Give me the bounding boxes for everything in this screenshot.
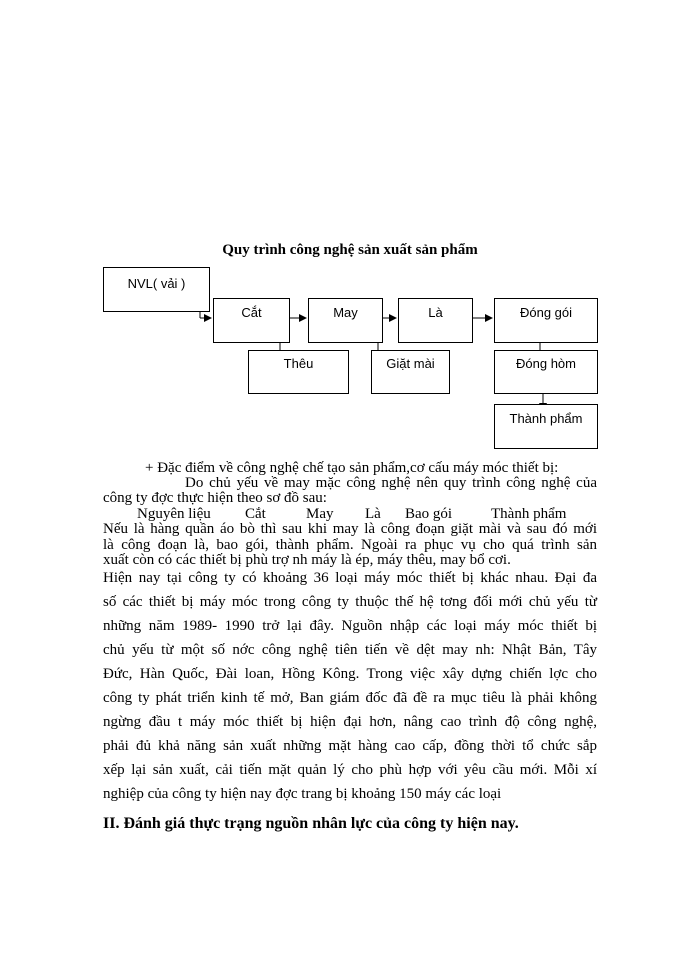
p1-line-1: Do chủ yếu về may mặc công nghệ nên quy trình công nghệ của bbox=[185, 475, 597, 491]
box-la-label: Là bbox=[428, 305, 443, 320]
p2-line-1: Nếu là hàng quần áo bò thì sau khi may là công đoạn giặt mài và sau đó mới bbox=[103, 521, 597, 537]
box-cat bbox=[213, 298, 290, 343]
p2-line-2: là công đoạn là, bao gói, thành phẩm. Ngoài ra phục vụ cho quá trình sản bbox=[103, 537, 597, 553]
box-may-label: May bbox=[333, 305, 358, 320]
seq-item: May bbox=[306, 506, 334, 522]
p3-line-1: Hiện nay tại công ty có khoảng 36 loại máy móc thiết bị khác nhau. Đại đa bbox=[103, 570, 597, 586]
box-theu bbox=[248, 350, 349, 394]
p3-line-7: ngừng đầu t máy móc thiết bị hiện đại hơn, nâng cao trình độ công nghệ, bbox=[103, 714, 597, 730]
box-cat-label: Cắt bbox=[241, 305, 262, 320]
p2-line-3: xuất còn có các thiết bị phù trợ nh máy là ép, máy thêu, may bổ cơi. bbox=[103, 552, 511, 568]
box-thanh-pham-label: Thành phẩm bbox=[509, 411, 583, 426]
p3-line-8: phải đủ khả năng sản xuất những mặt hàng cao cấp, đồng thời tổ chức sắp bbox=[103, 738, 597, 754]
box-nvl bbox=[103, 267, 210, 312]
box-may bbox=[308, 298, 383, 343]
p3-line-6: công ty phát triển kinh tế mở, Ban giám đốc đã đề ra mục tiêu là phải không bbox=[103, 690, 597, 706]
flowchart-title: Quy trình công nghệ sản xuất sản phẩm bbox=[222, 242, 478, 258]
box-dong-hom bbox=[494, 350, 598, 394]
box-la bbox=[398, 298, 473, 343]
p1-line-2: công ty đợc thực hiện theo sơ đồ sau: bbox=[103, 490, 327, 506]
p3-line-9: xếp lại sản xuất, cải tiến mặt quản lý cho phù hợp với yêu cầu mới. Mỗi xí bbox=[103, 762, 597, 778]
seq-item: Là bbox=[365, 506, 381, 522]
seq-item: Bao gói bbox=[405, 506, 453, 522]
box-theu-label: Thêu bbox=[283, 356, 314, 371]
box-nvl-label: NVL( vải ) bbox=[127, 276, 186, 291]
section-heading: II. Đánh giá thực trạng nguồn nhân lực của công ty hiện nay. bbox=[103, 815, 519, 832]
seq-item: Thành phẩm bbox=[491, 506, 567, 522]
p3-line-3: những năm 1989- 1990 trở lại đây. Nguồn nhập các loại máy móc thiết bị bbox=[103, 618, 597, 634]
box-giat-mai-label: Giặt mài bbox=[386, 356, 435, 371]
p3-line-4: chủ yếu từ một số nớc công nghệ tiên tiến về dệt may nh: Nhật Bản, Tây bbox=[103, 642, 597, 658]
p3-line-2: số các thiết bị máy móc trong công ty thuộc thế hệ tơng đối mới chủ yếu từ bbox=[103, 594, 597, 610]
box-dong-hom-label: Đóng hòm bbox=[516, 356, 576, 371]
box-dong-goi bbox=[494, 298, 598, 343]
seq-item: Nguyên liệu bbox=[137, 506, 211, 522]
box-thanh-pham bbox=[494, 404, 598, 449]
box-giat-mai bbox=[371, 350, 450, 394]
bullet-heading: + Đặc điểm về công nghệ chế tạo sản phẩm,cơ cấu máy móc thiết bị: bbox=[145, 460, 559, 476]
p3-line-5: Đức, Hàn Quốc, Đài loan, Hồng Kông. Trong việc xây dựng chiến lợc cho bbox=[103, 666, 597, 682]
p3-line-10: nghiệp của công ty hiện nay đợc trang bị khoảng 150 máy các loại bbox=[103, 786, 502, 802]
seq-item: Cắt bbox=[245, 506, 266, 522]
box-dong-goi-label: Đóng gói bbox=[519, 305, 573, 320]
